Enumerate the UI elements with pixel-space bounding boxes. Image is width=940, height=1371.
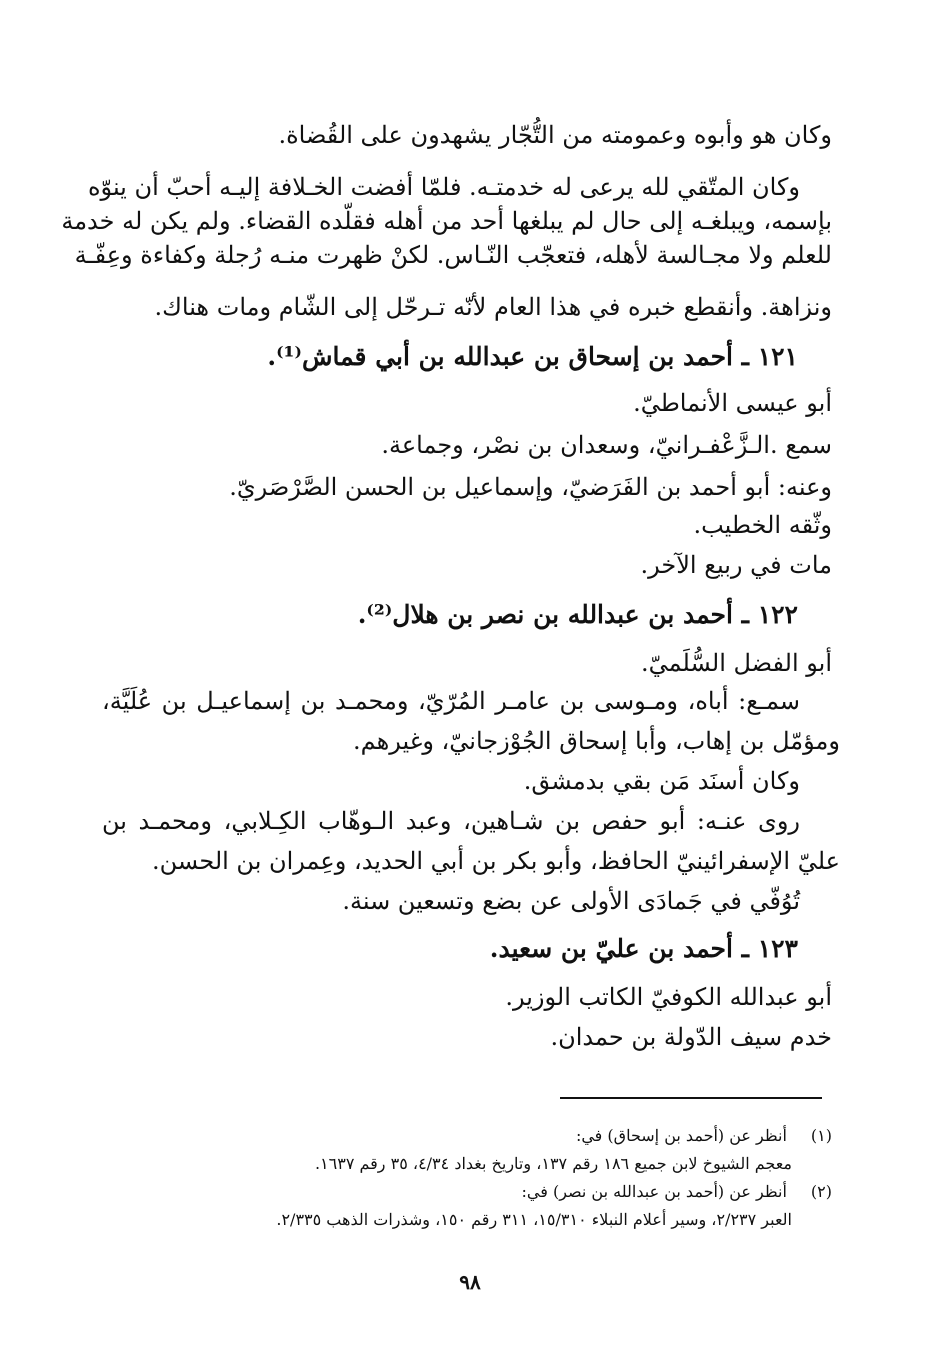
- text-line: وثّقه الخطيب.: [693, 511, 832, 539]
- entry-heading-121: ١٢١ ـ أحمد بن إسحاق بن عبدالله بن أبي قماش⁽¹⁾.: [267, 342, 798, 371]
- text-line: وكان أسنَد مَن بقي بدمشق.: [523, 767, 800, 795]
- footnote-1-body: معجم الشيوخ لابن جميع ١٨٦ رقم ١٣٧، وتاريخ بغداد ٤/٣٤، ٣٥ رقم ١٦٣٧.: [314, 1154, 792, 1173]
- text-line: أبو الفضل السُّلَميّ.: [641, 649, 832, 677]
- text-line: أبو عبدالله الكوفيّ الكاتب الوزير.: [505, 983, 832, 1011]
- text-line: سمع .الـزَّعْفـرانيّ، وسعدان بن نصْر، وجماعة.: [381, 431, 832, 459]
- text-line: روى عنـه: أبو حفص بن شـاهين، وعبد الـوهّاب الكِـلابي، ومحمـد بن: [102, 807, 800, 835]
- page-number: ٩٨: [459, 1270, 481, 1294]
- text-line: وكان المتّقي لله يرعى له خدمتـه. فلمّا أفضت الخـلافة إليـه أحبّ أن ينوّه: [87, 173, 800, 201]
- footnote-title: أنظر عن (أحمد بن عبدالله بن نصر) في:: [521, 1182, 787, 1201]
- text-line: تُوُفّي في جَمادَى الأولى عن بضع وتسعين سنة.: [342, 887, 800, 915]
- footnote-title: أنظر عن (أحمد بن إسحاق) في:: [575, 1126, 787, 1145]
- text-line: سمـع: أباه، ومـوسى بن عامـر المُرّيّ، ومحمـد بن إسماعيـل بن عُلَيَّة،: [102, 687, 800, 715]
- text-line: خدم سيف الدّولة بن حمدان.: [550, 1023, 832, 1051]
- text-line: ونزاهة. وأنقطع خبره في هذا العام لأنّه تـرحّل إلى الشّام ومات هناك.: [154, 293, 832, 321]
- footnote-separator: [560, 1097, 822, 1099]
- text-line: مات في ربيع الآخر.: [640, 551, 832, 579]
- text-line: وعنه: أبو أحمد بن الفَرَضيّ، وإسماعيل بن الحسن الصَّرْصَريّ.: [229, 473, 832, 501]
- text-line: ومؤمّل بن إهاب، وأبا إسحاق الجُوْزجانيّ، وغيرهم.: [353, 727, 840, 755]
- text-line: أبو عيسى الأنماطيّ.: [633, 389, 832, 417]
- entry-heading-122: ١٢٢ ـ أحمد بن عبدالله بن نصر بن هلال⁽²⁾.: [357, 600, 798, 629]
- footnote-number: (١): [810, 1126, 832, 1145]
- text-line: بإسمه، ويبلغـه إلى حال لم يبلغها أحد من أهله فقلّده القضاء. ولم يكن له خدمة: [61, 207, 832, 235]
- entry-heading-123: ١٢٣ ـ أحمد بن عليّ بن سعيد.: [489, 934, 798, 963]
- text-line: وكان هو وأبوه وعمومته من التُّجّار يشهدون على القُضاة.: [278, 121, 832, 149]
- footnote-number: (٢): [810, 1182, 832, 1201]
- text-line: للعلم ولا مجـالسة لأهله، فتعجّب النّـاس. لكنْ ظهرت منـه رُجلة وكفاءة وعِفّـة: [74, 241, 832, 269]
- footnote-2: [102, 1180, 832, 1204]
- footnote-2-body: العبر ٢/٢٣٧، وسير أعلام النبلاء ١٥/٣١٠، ٣١١ رقم ١٥٠، وشذرات الذهب ٢/٣٣٥.: [276, 1210, 792, 1229]
- text-line: عليّ الإسفرائينيّ الحافظ، وأبو بكر بن أبي الحديد، وعِمران بن الحسن.: [152, 847, 840, 875]
- footnote-1: [102, 1124, 832, 1148]
